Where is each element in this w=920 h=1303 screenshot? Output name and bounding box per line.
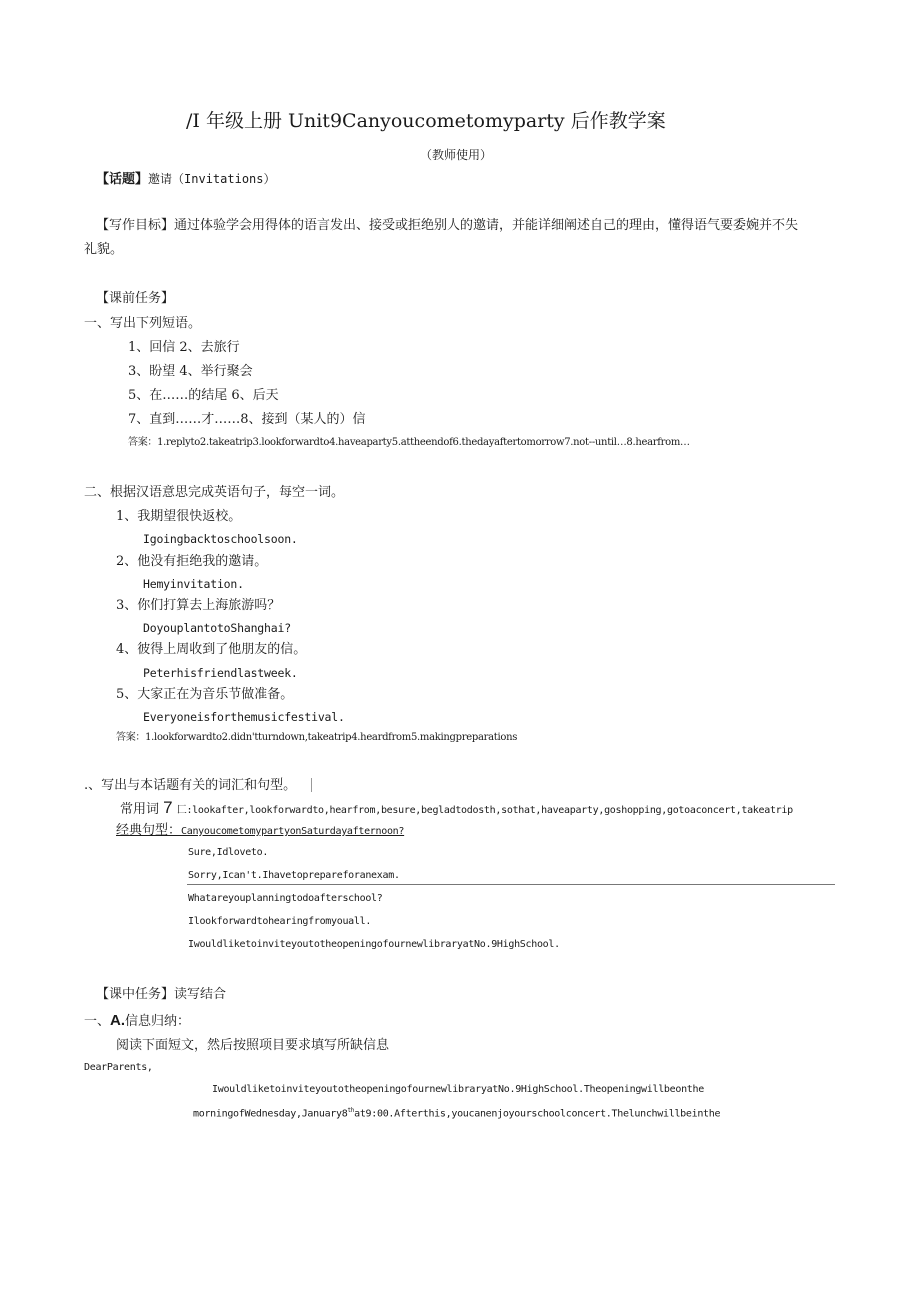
page-title: /I 年级上册 Unit9Canyoucometomyparty 后作教学案 <box>186 110 666 132</box>
goal-text-1: 通过体验学会用得体的语言发出、接受或拒绝别人的邀请，并能详细阐述自己的理由，懂得语气要委婉并不失 <box>174 218 799 233</box>
goal-label: 【写作目标】 <box>96 218 175 233</box>
classic-sentence-5: IwouldliketoinviteyoutotheopeningofournewlibraryatNo.9HighSchool. <box>188 939 560 950</box>
part2-answer: 答案：1.lookforwardto2.didn'tturndown,takeatrip4.heardfrom5.makingpreparations <box>116 732 518 743</box>
phrase-row-3: 5、在……的结尾 6、后天 <box>128 388 279 403</box>
margin-tick <box>311 778 312 792</box>
part2-cn-1: 1、我期望很快返校。 <box>116 509 242 524</box>
vocab-label: 常用词 <box>120 802 160 817</box>
vocab-number: 7 <box>163 798 173 817</box>
part2-en-3: DoyouplantotoShanghai? <box>143 621 291 635</box>
phrase-row-4: 7、直到……才……8、接到（某人的）信 <box>128 412 366 427</box>
classic-line <box>116 824 404 837</box>
part2-en-4: Peterhisfriendlastweek. <box>143 666 298 680</box>
topic-text: 邀请（Invitations） <box>148 172 276 186</box>
letter-line-2-a: morningofWednesday,January8 <box>193 1108 348 1120</box>
part1-answer: 答案：1.replyto2.takeatrip3.lookforwardto4.haveaparty5.attheendof6.thedayaftertomorrow7.not--until…8.hearfrom… <box>128 437 690 448</box>
part2-heading: 二、根据汉语意思完成英语句子，每空一词。 <box>84 485 345 500</box>
topic-label: 【话题】 <box>96 172 149 187</box>
letter-line-2-b: at9:00.Afterthis,youcanenjoyourschoolconcert.Thelunchwillbeinthe <box>354 1108 721 1120</box>
in-task-letter: A. <box>110 1012 126 1029</box>
in-task-heading: 【课中任务】读写结合 <box>96 987 227 1002</box>
page-subtitle: （教师使用） <box>420 148 493 162</box>
classic-label: 经典句型： <box>116 823 182 838</box>
part2-cn-5: 5、大家正在为音乐节做准备。 <box>116 687 294 702</box>
letter-line-1: IwouldliketoinviteyoutotheopeningofournewlibraryatNo.9HighSchool.Theopeningwillbeonthe <box>212 1084 704 1095</box>
part2-en-2: Hemyinvitation. <box>143 577 244 591</box>
part2-cn-2: 2、他没有拒绝我的邀请。 <box>116 554 268 569</box>
phrase-row-2: 3、盼望 4、举行聚会 <box>128 364 253 379</box>
divider-line <box>187 884 835 885</box>
vocab-line <box>120 799 793 816</box>
classic-first-sentence: CanyoucometomypartyonSaturdayafternoon? <box>181 826 405 837</box>
part2-cn-4: 4、彼得上周收到了他朋友的信。 <box>116 642 307 657</box>
pre-task-heading: 【课前任务】 <box>96 291 175 306</box>
reading-instruction: 阅读下面短文，然后按照项目要求填写所缺信息 <box>116 1038 390 1053</box>
part2-en-5: Everyoneisforthemusicfestival. <box>143 710 345 724</box>
goal-line-1 <box>96 219 798 232</box>
classic-sentence-3: Whatareyouplanningtodoafterschool? <box>188 893 383 904</box>
part1-heading: 一、写出下列短语。 <box>84 316 202 331</box>
part2-cn-3: 3、你们打算去上海旅游吗？ <box>116 598 281 613</box>
in-task-prefix: 一、 <box>84 1014 111 1029</box>
in-task-part1-heading <box>84 1013 190 1028</box>
letter-line-2 <box>193 1108 720 1119</box>
letter-line-2-sup: th <box>347 1107 355 1114</box>
classic-sentence-4: Ilookforwardtohearingfromyouall. <box>188 916 372 927</box>
topic-line <box>96 173 276 186</box>
vocab-list: 匚:lookafter,lookforwardto,hearfrom,besure,begladtodosth,sothat,haveaparty,goshopping,gotoaconcert,takeatrip <box>176 805 793 816</box>
classic-sentence-2: Sorry,Ican't.Ihavetoprepareforanexam. <box>188 870 400 881</box>
part3-heading: .、写出与本话题有关的词汇和句型。 <box>84 778 297 793</box>
goal-line-2: 礼貌。 <box>84 242 124 257</box>
in-task-part1-title: 信息归纳： <box>125 1014 191 1029</box>
phrase-row-1: 1、回信 2、去旅行 <box>128 340 240 355</box>
letter-salutation: DearParents, <box>84 1062 153 1073</box>
part2-en-1: Igoingbacktoschoolsoon. <box>143 532 298 546</box>
classic-sentence-1: Sure,Idloveto. <box>188 847 269 858</box>
